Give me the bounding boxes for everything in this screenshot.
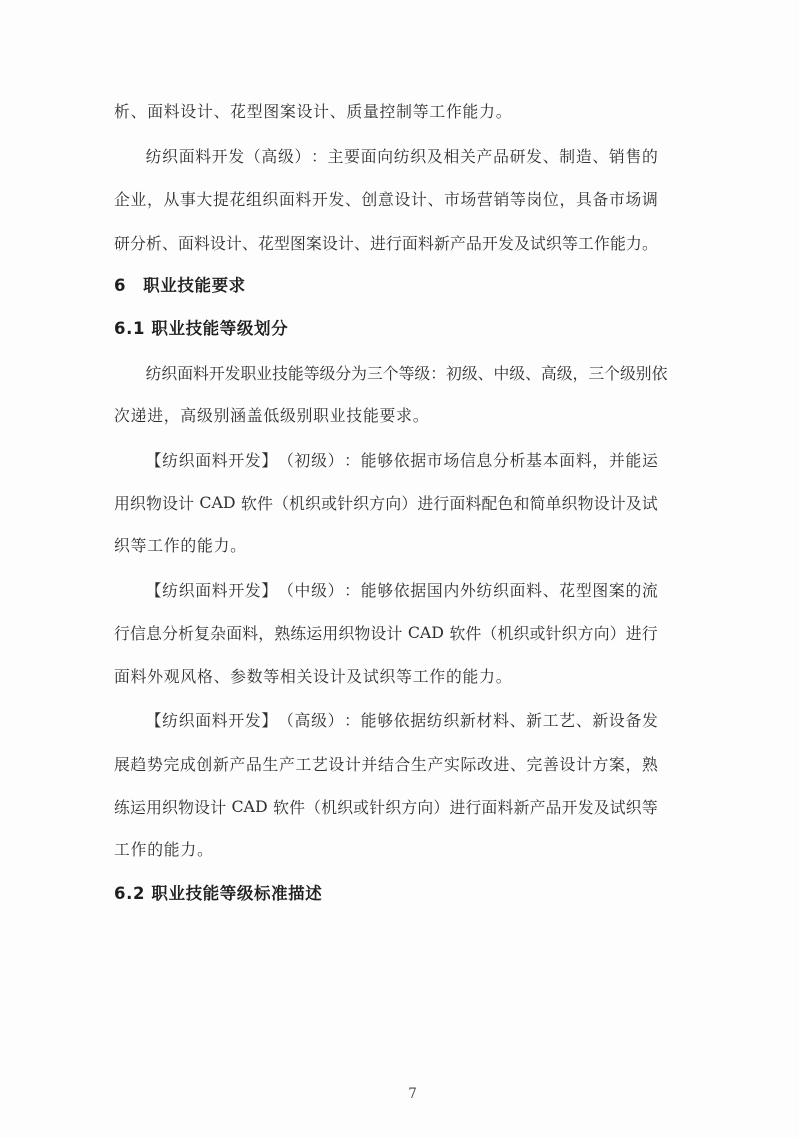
paragraph-line: 展 趋 势 完 成 创 新 产 品 生 产 工 艺 设 计 并 结 合 生 产 实 际 改 进 、 完 善 设 计 方 案 ， 熟 (114, 754, 658, 774)
paragraph-line: 【 纺 织 面 料 开 发 】 （ 高 级 ） ： 能 够 依 据 纺 织 新 材 料 、 新 工 艺 、 新 设 备 发 (145, 711, 658, 731)
section-heading-6: 6 职业技能要求 (114, 275, 246, 295)
paragraph-line: 研 分 析 、 面 料 设 计 、 花 型 图 案 设 计 、 进 行 面 料 新 产 品 开 发 及 试 织 等 工 作 能 力 。 (114, 233, 658, 253)
page-number: 7 (408, 1086, 417, 1102)
paragraph-line: 织等工作的能力。 (114, 536, 247, 556)
paragraph-line: 练 运 用 织 物 设 计 CAD 软 件 （ 机 织 或 针 织 方 向 ） 进 行 面 料 新 产 品 开 发 及 试 织 等 (114, 797, 658, 818)
paragraph-line: 【 纺 织 面 料 开 发 】 （ 中 级 ） ： 能 够 依 据 国 内 外 纺 织 面 料 、 花 型 图 案 的 流 (145, 581, 658, 601)
paragraph-line: 用 织 物 设 计 CAD 软 件 （ 机 织 或 针 织 方 向 ） 进 行 面 料 配 色 和 简 单 织 物 设 计 及 试 (114, 493, 658, 514)
subsection-heading-6-2: 6.2 职业技能等级标准描述 (114, 883, 323, 903)
paragraph-line: 析、面料设计、花型图案设计、质量控制等工作能力。 (114, 102, 513, 121)
paragraph-line: 纺 织 面 料 开 发 （ 高 级 ） ： 主 要 面 向 纺 织 及 相 关 产 品 研 发 、 制 造 、 销 售 的 (145, 146, 658, 166)
paragraph-line: 【 纺 织 面 料 开 发 】 （ 初 级 ） ： 能 够 依 据 市 场 信 息 分 析 基 本 面 料 ， 并 能 运 (145, 450, 658, 470)
subsection-heading-6-1: 6.1 职业技能等级划分 (114, 319, 289, 339)
document-body (114, 90, 668, 915)
paragraph-line: 面料外观风格、参数等相关设计及试织等工作的能力。 (114, 666, 513, 686)
paragraph-line: 次递进，高级别涵盖低级别职业技能要求。 (114, 406, 430, 426)
paragraph-line: 企 业 ， 从 事 大 提 花 组 织 面 料 开 发 、 创 意 设 计 、 市 场 营 销 等 岗 位 ， 具 备 市 场 调 (114, 190, 658, 210)
paragraph-line: 工作的能力。 (114, 840, 214, 860)
paragraph-line: 行 信 息 分 析 复 杂 面 料 ， 熟 练 运 用 织 物 设 计 CAD 软 件 （ 机 织 或 针 织 方 向 ） 进 行 (114, 623, 658, 644)
paragraph-line: 纺 织 面 料 开 发 职 业 技 能 等 级 分 为 三 个 等 级 ： 初 级 、 中 级 、 高 级 ， 三 个 级 别 依 (145, 363, 668, 383)
